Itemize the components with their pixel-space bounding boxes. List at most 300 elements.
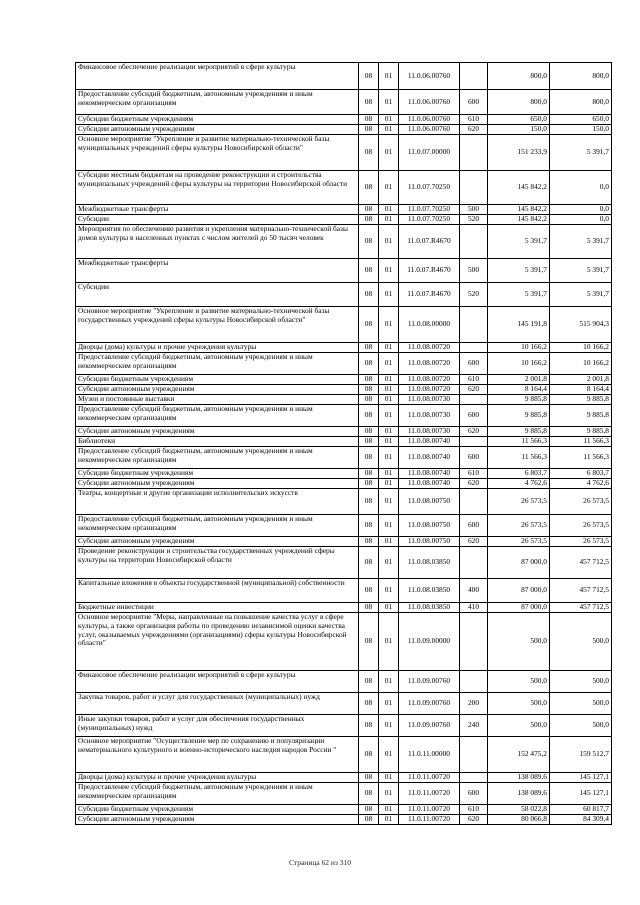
amount-year2-cell: 60 817,7 xyxy=(550,805,612,815)
expense-type-cell: 400 xyxy=(460,579,488,603)
budget-table-body xyxy=(76,63,612,825)
amount-year1-cell: 26 573,5 xyxy=(488,489,550,515)
expense-type-cell: 620 xyxy=(460,815,488,825)
amount-year1-cell: 80 066,8 xyxy=(488,815,550,825)
table-row xyxy=(76,547,612,579)
table-row xyxy=(76,205,612,215)
target-article-cell: 11.0.07.70250 xyxy=(399,215,460,225)
subsection-code-cell: 01 xyxy=(379,90,399,115)
section-code-cell: 08 xyxy=(359,225,379,259)
subsection-code-cell: 01 xyxy=(379,613,399,671)
amount-year2-cell: 26 573,5 xyxy=(550,515,612,537)
section-code-cell: 08 xyxy=(359,215,379,225)
expense-type-cell: 520 xyxy=(460,283,488,307)
section-code-cell: 08 xyxy=(359,395,379,405)
amount-year2-cell: 500,0 xyxy=(550,613,612,671)
subsection-code-cell: 01 xyxy=(379,693,399,715)
subsection-code-cell: 01 xyxy=(379,135,399,171)
table-row xyxy=(76,479,612,489)
expense-type-cell: 520 xyxy=(460,215,488,225)
subsection-code-cell: 01 xyxy=(379,63,399,90)
table-row xyxy=(76,579,612,603)
expense-type-cell xyxy=(460,437,488,447)
table-row xyxy=(76,259,612,283)
subsection-code-cell: 01 xyxy=(379,805,399,815)
row-name-cell: Субсидии местным бюджетам на проведение реконструкции и строительства муниципальных учреждений сферы культуры на территории Новосибирской области xyxy=(76,171,359,205)
amount-year2-cell: 10 166,2 xyxy=(550,343,612,353)
row-name-cell: Предоставление субсидий бюджетным, автономным учреждениям и иным некоммерческим организациям xyxy=(76,90,359,115)
expense-type-cell xyxy=(460,343,488,353)
target-article-cell: 11.0.08.00720 xyxy=(399,343,460,353)
amount-year1-cell: 138 089,6 xyxy=(488,773,550,783)
row-name-cell: Финансовое обеспечение реализации мероприятий в сфере культуры xyxy=(76,63,359,90)
target-article-cell: 11.0.09.00000 xyxy=(399,613,460,671)
amount-year1-cell: 500,0 xyxy=(488,671,550,693)
expense-type-cell: 620 xyxy=(460,125,488,135)
subsection-code-cell: 01 xyxy=(379,225,399,259)
row-name-cell: Проведение реконструкции и строительства государственных учреждений сферы культуры на территории Новосибирской области xyxy=(76,547,359,579)
subsection-code-cell: 01 xyxy=(379,437,399,447)
subsection-code-cell: 01 xyxy=(379,715,399,737)
subsection-code-cell: 01 xyxy=(379,603,399,613)
amount-year1-cell: 11 566,3 xyxy=(488,447,550,469)
section-code-cell: 08 xyxy=(359,135,379,171)
section-code-cell: 08 xyxy=(359,437,379,447)
expense-type-cell xyxy=(460,171,488,205)
subsection-code-cell: 01 xyxy=(379,469,399,479)
amount-year1-cell: 800,0 xyxy=(488,90,550,115)
amount-year1-cell: 5 391,7 xyxy=(488,259,550,283)
amount-year2-cell: 5 391,7 xyxy=(550,135,612,171)
table-row xyxy=(76,395,612,405)
row-name-cell: Музеи и постоянные выставки xyxy=(76,395,359,405)
table-row xyxy=(76,613,612,671)
section-code-cell: 08 xyxy=(359,353,379,375)
row-name-cell: Бюджетные инвестиции xyxy=(76,603,359,613)
row-name-cell: Мероприятия по обеспечению развития и укрепления материально-технической базы домов культуры в населенных пунктах с числом жителей до 50 тысяч человек xyxy=(76,225,359,259)
amount-year2-cell: 0,0 xyxy=(550,215,612,225)
expense-type-cell xyxy=(460,613,488,671)
expense-type-cell xyxy=(460,489,488,515)
expense-type-cell: 500 xyxy=(460,205,488,215)
section-code-cell: 08 xyxy=(359,283,379,307)
amount-year1-cell: 9 885,8 xyxy=(488,405,550,427)
row-name-cell: Основное мероприятие "Меры, направленные на повышение качества услуг в сфере культуры, а также организация работы по проведению независимой оценки качества услуг, оказываемых учреждениями (организациями) сферы культуры Новосибирской области" xyxy=(76,613,359,671)
amount-year2-cell: 145 127,1 xyxy=(550,783,612,805)
amount-year2-cell: 9 885,8 xyxy=(550,405,612,427)
target-article-cell: 11.0.08.00740 xyxy=(399,437,460,447)
subsection-code-cell: 01 xyxy=(379,447,399,469)
target-article-cell: 11.0.07.R4670 xyxy=(399,283,460,307)
target-article-cell: 11.0.11.00720 xyxy=(399,805,460,815)
table-row xyxy=(76,405,612,427)
amount-year2-cell: 145 127,1 xyxy=(550,773,612,783)
amount-year2-cell: 8 164,4 xyxy=(550,385,612,395)
expense-type-cell: 620 xyxy=(460,479,488,489)
expense-type-cell: 620 xyxy=(460,385,488,395)
section-code-cell: 08 xyxy=(359,115,379,125)
table-row xyxy=(76,437,612,447)
subsection-code-cell: 01 xyxy=(379,171,399,205)
amount-year1-cell: 2 001,8 xyxy=(488,375,550,385)
target-article-cell: 11.0.08.00750 xyxy=(399,537,460,547)
subsection-code-cell: 01 xyxy=(379,205,399,215)
row-name-cell: Дворцы (дома) культуры и прочие учреждения культуры xyxy=(76,773,359,783)
section-code-cell: 08 xyxy=(359,469,379,479)
row-name-cell: Основное мероприятие "Укрепление и развитие материально-технической базы государственных учреждений сферы культуры Новосибирской области" xyxy=(76,307,359,343)
target-article-cell: 11.0.08.00750 xyxy=(399,515,460,537)
target-article-cell: 11.0.06.00760 xyxy=(399,125,460,135)
amount-year2-cell: 5 391,7 xyxy=(550,225,612,259)
amount-year2-cell: 9 885,8 xyxy=(550,427,612,437)
section-code-cell: 08 xyxy=(359,515,379,537)
subsection-code-cell: 01 xyxy=(379,375,399,385)
row-name-cell: Субсидии xyxy=(76,283,359,307)
expense-type-cell xyxy=(460,773,488,783)
section-code-cell: 08 xyxy=(359,479,379,489)
subsection-code-cell: 01 xyxy=(379,427,399,437)
amount-year1-cell: 152 475,2 xyxy=(488,737,550,773)
subsection-code-cell: 01 xyxy=(379,547,399,579)
section-code-cell: 08 xyxy=(359,773,379,783)
amount-year1-cell: 10 166,2 xyxy=(488,353,550,375)
amount-year1-cell: 150,0 xyxy=(488,125,550,135)
amount-year1-cell: 8 164,4 xyxy=(488,385,550,395)
amount-year2-cell: 84 309,4 xyxy=(550,815,612,825)
row-name-cell: Субсидии xyxy=(76,215,359,225)
target-article-cell: 11.0.09.00760 xyxy=(399,671,460,693)
subsection-code-cell: 01 xyxy=(379,343,399,353)
expense-type-cell xyxy=(460,547,488,579)
expense-type-cell xyxy=(460,63,488,90)
section-code-cell: 08 xyxy=(359,171,379,205)
amount-year1-cell: 145 842,2 xyxy=(488,171,550,205)
row-name-cell: Субсидии автономным учреждениям xyxy=(76,479,359,489)
target-article-cell: 11.0.08.00740 xyxy=(399,479,460,489)
amount-year2-cell: 800,0 xyxy=(550,63,612,90)
row-name-cell: Дворцы (дома) культуры и прочие учреждения культуры xyxy=(76,343,359,353)
table-row xyxy=(76,115,612,125)
row-name-cell: Театры, концертные и другие организации исполнительских искусств xyxy=(76,489,359,515)
amount-year1-cell: 145 191,8 xyxy=(488,307,550,343)
table-row xyxy=(76,225,612,259)
amount-year1-cell: 138 089,6 xyxy=(488,783,550,805)
row-name-cell: Межбюджетные трансферты xyxy=(76,205,359,215)
table-row xyxy=(76,489,612,515)
subsection-code-cell: 01 xyxy=(379,215,399,225)
amount-year1-cell: 4 762,6 xyxy=(488,479,550,489)
target-article-cell: 11.0.11.00720 xyxy=(399,815,460,825)
table-row xyxy=(76,385,612,395)
table-row xyxy=(76,90,612,115)
target-article-cell: 11.0.07.70250 xyxy=(399,205,460,215)
target-article-cell: 11.0.08.00720 xyxy=(399,353,460,375)
expense-type-cell xyxy=(460,395,488,405)
amount-year2-cell: 457 712,5 xyxy=(550,579,612,603)
table-row xyxy=(76,469,612,479)
subsection-code-cell: 01 xyxy=(379,353,399,375)
amount-year2-cell: 515 904,3 xyxy=(550,307,612,343)
amount-year2-cell: 2 001,8 xyxy=(550,375,612,385)
expense-type-cell: 610 xyxy=(460,469,488,479)
table-row xyxy=(76,283,612,307)
section-code-cell: 08 xyxy=(359,579,379,603)
page-number: Страница 62 из 310 xyxy=(288,858,352,867)
expense-type-cell: 600 xyxy=(460,447,488,469)
expense-type-cell xyxy=(460,671,488,693)
target-article-cell: 11.0.11.00000 xyxy=(399,737,460,773)
table-row xyxy=(76,805,612,815)
target-article-cell: 11.0.07.R4670 xyxy=(399,225,460,259)
expense-type-cell: 410 xyxy=(460,603,488,613)
table-row xyxy=(76,715,612,737)
row-name-cell: Библиотеки xyxy=(76,437,359,447)
target-article-cell: 11.0.07.70250 xyxy=(399,171,460,205)
row-name-cell: Основное мероприятие "Осуществление мер по сохранению и популяризации нематериального культурного и военно-исторического наследия народов России " xyxy=(76,737,359,773)
expense-type-cell: 600 xyxy=(460,90,488,115)
row-name-cell: Субсидии автономным учреждениям xyxy=(76,427,359,437)
table-row xyxy=(76,307,612,343)
table-row xyxy=(76,693,612,715)
subsection-code-cell: 01 xyxy=(379,815,399,825)
table-row xyxy=(76,737,612,773)
section-code-cell: 08 xyxy=(359,405,379,427)
target-article-cell: 11.0.06.00760 xyxy=(399,115,460,125)
section-code-cell: 08 xyxy=(359,783,379,805)
section-code-cell: 08 xyxy=(359,613,379,671)
section-code-cell: 08 xyxy=(359,427,379,437)
amount-year2-cell: 800,0 xyxy=(550,90,612,115)
amount-year1-cell: 26 573,5 xyxy=(488,537,550,547)
section-code-cell: 08 xyxy=(359,489,379,515)
subsection-code-cell: 01 xyxy=(379,125,399,135)
budget-table xyxy=(75,62,612,825)
subsection-code-cell: 01 xyxy=(379,395,399,405)
amount-year2-cell: 6 803,7 xyxy=(550,469,612,479)
row-name-cell: Предоставление субсидий бюджетным, автономным учреждениям и иным некоммерческим организациям xyxy=(76,783,359,805)
amount-year1-cell: 11 566,3 xyxy=(488,437,550,447)
amount-year1-cell: 87 000,0 xyxy=(488,547,550,579)
amount-year2-cell: 500,0 xyxy=(550,715,612,737)
amount-year1-cell: 87 000,0 xyxy=(488,603,550,613)
target-article-cell: 11.0.08.00730 xyxy=(399,427,460,437)
amount-year1-cell: 500,0 xyxy=(488,715,550,737)
row-name-cell: Закупка товаров, работ и услуг для государственных (муниципальных) нужд xyxy=(76,693,359,715)
target-article-cell: 11.0.08.00000 xyxy=(399,307,460,343)
row-name-cell: Субсидии бюджетным учреждениям xyxy=(76,805,359,815)
row-name-cell: Предоставление субсидий бюджетным, автономным учреждениям и иным некоммерческим организациям xyxy=(76,515,359,537)
amount-year2-cell: 11 566,3 xyxy=(550,447,612,469)
amount-year2-cell: 457 712,5 xyxy=(550,547,612,579)
target-article-cell: 11.0.09.00760 xyxy=(399,693,460,715)
target-article-cell: 11.0.08.00720 xyxy=(399,375,460,385)
section-code-cell: 08 xyxy=(359,259,379,283)
amount-year2-cell: 26 573,5 xyxy=(550,489,612,515)
amount-year1-cell: 145 842,2 xyxy=(488,215,550,225)
table-row xyxy=(76,375,612,385)
amount-year1-cell: 6 803,7 xyxy=(488,469,550,479)
target-article-cell: 11.0.09.00760 xyxy=(399,715,460,737)
amount-year2-cell: 150,0 xyxy=(550,125,612,135)
target-article-cell: 11.0.08.00720 xyxy=(399,385,460,395)
section-code-cell: 08 xyxy=(359,125,379,135)
table-row xyxy=(76,171,612,205)
amount-year2-cell: 159 512,7 xyxy=(550,737,612,773)
row-name-cell: Субсидии автономным учреждениям xyxy=(76,385,359,395)
expense-type-cell xyxy=(460,135,488,171)
expense-type-cell xyxy=(460,307,488,343)
subsection-code-cell: 01 xyxy=(379,737,399,773)
subsection-code-cell: 01 xyxy=(379,489,399,515)
amount-year1-cell: 10 166,2 xyxy=(488,343,550,353)
amount-year2-cell: 26 573,5 xyxy=(550,537,612,547)
amount-year2-cell: 500,0 xyxy=(550,671,612,693)
section-code-cell: 08 xyxy=(359,547,379,579)
subsection-code-cell: 01 xyxy=(379,405,399,427)
section-code-cell: 08 xyxy=(359,385,379,395)
target-article-cell: 11.0.07.R4670 xyxy=(399,259,460,283)
row-name-cell: Предоставление субсидий бюджетным, автономным учреждениям и иным некоммерческим организациям xyxy=(76,447,359,469)
expense-type-cell: 610 xyxy=(460,375,488,385)
target-article-cell: 11.0.08.00750 xyxy=(399,489,460,515)
section-code-cell: 08 xyxy=(359,447,379,469)
subsection-code-cell: 01 xyxy=(379,307,399,343)
target-article-cell: 11.0.08.00730 xyxy=(399,405,460,427)
section-code-cell: 08 xyxy=(359,805,379,815)
row-name-cell: Субсидии автономным учреждениям xyxy=(76,537,359,547)
section-code-cell: 08 xyxy=(359,63,379,90)
amount-year2-cell: 0,0 xyxy=(550,171,612,205)
target-article-cell: 11.0.08.00740 xyxy=(399,447,460,469)
expense-type-cell: 240 xyxy=(460,715,488,737)
expense-type-cell: 620 xyxy=(460,537,488,547)
amount-year1-cell: 5 391,7 xyxy=(488,225,550,259)
row-name-cell: Капитальные вложения в объекты государственной (муниципальной) собственности xyxy=(76,579,359,603)
table-row xyxy=(76,427,612,437)
section-code-cell: 08 xyxy=(359,671,379,693)
row-name-cell: Предоставление субсидий бюджетным, автономным учреждениям и иным некоммерческим организациям xyxy=(76,353,359,375)
table-row xyxy=(76,125,612,135)
subsection-code-cell: 01 xyxy=(379,115,399,125)
amount-year2-cell: 9 885,8 xyxy=(550,395,612,405)
amount-year1-cell: 151 233,9 xyxy=(488,135,550,171)
table-row xyxy=(76,671,612,693)
section-code-cell: 08 xyxy=(359,205,379,215)
row-name-cell: Предоставление субсидий бюджетным, автономным учреждениям и иным некоммерческим организациям xyxy=(76,405,359,427)
expense-type-cell xyxy=(460,225,488,259)
amount-year1-cell: 5 391,7 xyxy=(488,283,550,307)
row-name-cell: Субсидии бюджетным учреждениям xyxy=(76,469,359,479)
amount-year1-cell: 500,0 xyxy=(488,613,550,671)
section-code-cell: 08 xyxy=(359,375,379,385)
row-name-cell: Субсидии автономным учреждениям xyxy=(76,815,359,825)
table-row xyxy=(76,773,612,783)
row-name-cell: Субсидии бюджетным учреждениям xyxy=(76,115,359,125)
target-article-cell: 11.0.06.00760 xyxy=(399,90,460,115)
amount-year2-cell: 5 391,7 xyxy=(550,283,612,307)
target-article-cell: 11.0.11.00720 xyxy=(399,773,460,783)
expense-type-cell: 600 xyxy=(460,405,488,427)
expense-type-cell xyxy=(460,737,488,773)
section-code-cell: 08 xyxy=(359,693,379,715)
section-code-cell: 08 xyxy=(359,307,379,343)
target-article-cell: 11.0.07.00000 xyxy=(399,135,460,171)
amount-year2-cell: 5 391,7 xyxy=(550,259,612,283)
budget-table-container xyxy=(75,62,611,825)
section-code-cell: 08 xyxy=(359,737,379,773)
amount-year1-cell: 87 000,0 xyxy=(488,579,550,603)
subsection-code-cell: 01 xyxy=(379,671,399,693)
table-row xyxy=(76,353,612,375)
section-code-cell: 08 xyxy=(359,715,379,737)
expense-type-cell: 200 xyxy=(460,693,488,715)
table-row xyxy=(76,515,612,537)
amount-year2-cell: 4 762,6 xyxy=(550,479,612,489)
amount-year1-cell: 500,0 xyxy=(488,693,550,715)
expense-type-cell: 600 xyxy=(460,515,488,537)
target-article-cell: 11.0.08.00740 xyxy=(399,469,460,479)
expense-type-cell: 610 xyxy=(460,115,488,125)
subsection-code-cell: 01 xyxy=(379,479,399,489)
expense-type-cell: 610 xyxy=(460,805,488,815)
amount-year1-cell: 800,0 xyxy=(488,63,550,90)
target-article-cell: 11.0.08.03850 xyxy=(399,603,460,613)
target-article-cell: 11.0.08.00730 xyxy=(399,395,460,405)
amount-year2-cell: 650,0 xyxy=(550,115,612,125)
section-code-cell: 08 xyxy=(359,603,379,613)
subsection-code-cell: 01 xyxy=(379,773,399,783)
table-row xyxy=(76,783,612,805)
table-row xyxy=(76,135,612,171)
table-row xyxy=(76,215,612,225)
amount-year1-cell: 26 573,5 xyxy=(488,515,550,537)
amount-year1-cell: 650,0 xyxy=(488,115,550,125)
target-article-cell: 11.0.06.00760 xyxy=(399,63,460,90)
amount-year1-cell: 145 842,2 xyxy=(488,205,550,215)
row-name-cell: Основное мероприятие "Укрепление и развитие материально-технической базы муниципальных учреждений сферы культуры Новосибирской области" xyxy=(76,135,359,171)
table-row xyxy=(76,63,612,90)
amount-year1-cell: 9 885,8 xyxy=(488,427,550,437)
row-name-cell: Субсидии бюджетным учреждениям xyxy=(76,375,359,385)
table-row xyxy=(76,537,612,547)
section-code-cell: 08 xyxy=(359,815,379,825)
amount-year2-cell: 500,0 xyxy=(550,693,612,715)
subsection-code-cell: 01 xyxy=(379,537,399,547)
subsection-code-cell: 01 xyxy=(379,579,399,603)
subsection-code-cell: 01 xyxy=(379,259,399,283)
target-article-cell: 11.0.11.00720 xyxy=(399,783,460,805)
table-row xyxy=(76,447,612,469)
amount-year1-cell: 9 885,8 xyxy=(488,395,550,405)
amount-year2-cell: 10 166,2 xyxy=(550,353,612,375)
subsection-code-cell: 01 xyxy=(379,283,399,307)
expense-type-cell: 600 xyxy=(460,353,488,375)
table-row xyxy=(76,603,612,613)
amount-year1-cell: 58 022,8 xyxy=(488,805,550,815)
subsection-code-cell: 01 xyxy=(379,515,399,537)
row-name-cell: Субсидии автономным учреждениям xyxy=(76,125,359,135)
amount-year2-cell: 11 566,3 xyxy=(550,437,612,447)
row-name-cell: Межбюджетные трансферты xyxy=(76,259,359,283)
section-code-cell: 08 xyxy=(359,537,379,547)
table-row xyxy=(76,343,612,353)
subsection-code-cell: 01 xyxy=(379,783,399,805)
expense-type-cell: 500 xyxy=(460,259,488,283)
amount-year2-cell: 0,0 xyxy=(550,205,612,215)
expense-type-cell: 600 xyxy=(460,783,488,805)
section-code-cell: 08 xyxy=(359,90,379,115)
row-name-cell: Финансовое обеспечение реализации мероприятий в сфере культуры xyxy=(76,671,359,693)
